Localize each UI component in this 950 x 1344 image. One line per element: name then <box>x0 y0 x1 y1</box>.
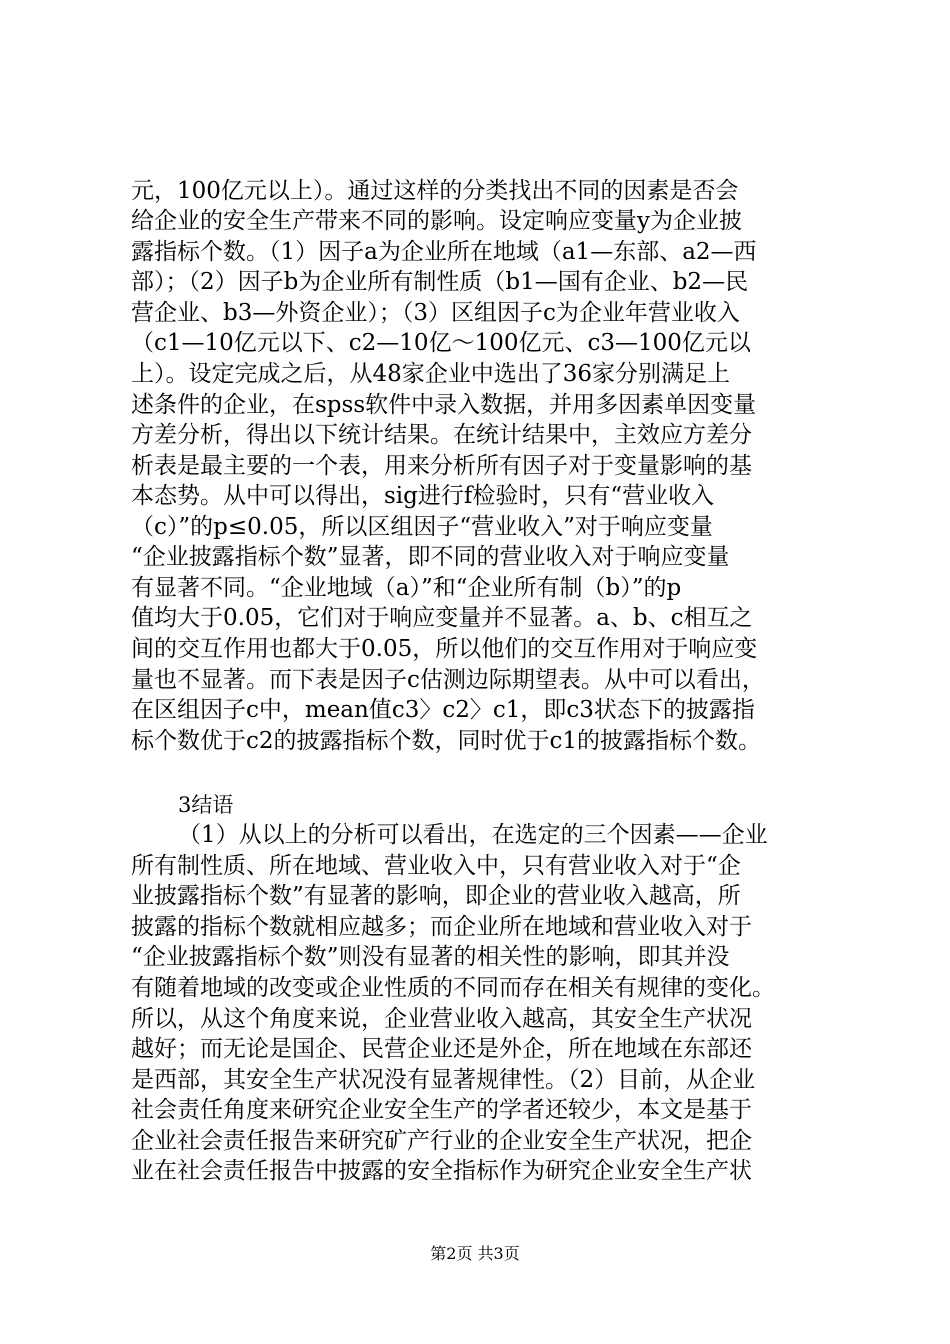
paragraph-line: 本态势。从中可以得出，sig进行f检验时，只有“营业收入 <box>131 483 715 509</box>
paragraph-line: 部）；（2）因子b为企业所有制性质（b1—国有企业、b2—民 <box>131 269 749 295</box>
page-footer: 第2页 共3页 <box>430 1244 520 1263</box>
paragraph-line: “企业披露指标个数”则没有显著的相关性的影响，即其并没 <box>131 944 730 970</box>
paragraph-line: 有随着地域的改变或企业性质的不同而存在相关有规律的变化。 <box>131 975 775 1001</box>
paragraph-line: 在区组因子c中，mean值c3〉c2〉c1，即c3状态下的披露指 <box>131 697 755 723</box>
paragraph-line: 所有制性质、所在地域、营业收入中，只有营业收入对于“企 <box>131 853 741 879</box>
paragraph-line: 业在社会责任报告中披露的安全指标作为研究企业安全生产状 <box>131 1158 752 1184</box>
paragraph-line: （c1—10亿元以下、c2—10亿～100亿元、c3—100亿元以 <box>131 330 751 356</box>
paragraph-line: 标个数优于c2的披露指标个数，同时优于c1的披露指标个数。 <box>131 728 762 754</box>
paragraph-line: （1）从以上的分析可以看出，在选定的三个因素——企业 <box>178 822 768 848</box>
paragraph-line: 社会责任角度来研究企业安全生产的学者还较少，本文是基于 <box>131 1097 752 1123</box>
paragraph-line: 越好；而无论是国企、民营企业还是外企，所在地域在东部还 <box>131 1036 752 1062</box>
paragraph-line: 上）。设定完成之后，从48家企业中选出了36家分别满足上 <box>131 361 731 387</box>
paragraph-line: 间的交互作用也都大于0.05，所以他们的交互作用对于响应变 <box>131 636 758 662</box>
paragraph-line: 方差分析，得出以下统计结果。在统计结果中，主效应方差分 <box>131 422 752 448</box>
section-heading: 3结语 <box>178 793 234 817</box>
paragraph-line: 是西部，其安全生产状况没有显著规律性。（2）目前，从企业 <box>131 1067 756 1093</box>
paragraph-line: 述条件的企业，在spss软件中录入数据，并用多因素单因变量 <box>131 392 757 418</box>
paragraph-line: 所以，从这个角度来说，企业营业收入越高，其安全生产状况 <box>131 1006 752 1032</box>
paragraph-line: 披露的指标个数就相应越多；而企业所在地域和营业收入对于 <box>131 914 752 940</box>
paragraph-line: （c）”的p≤0.05，所以区组因子“营业收入”对于响应变量 <box>131 514 713 540</box>
paragraph-line: 营企业、b3—外资企业）；（3）区组因子c为企业年营业收入 <box>131 300 740 326</box>
paragraph-line: 析表是最主要的一个表，用来分析所有因子对于变量影响的基 <box>131 453 752 479</box>
paragraph-line: “企业披露指标个数”显著，即不同的营业收入对于响应变量 <box>131 544 730 570</box>
paragraph-line: 有显著不同。“企业地域（a）”和“企业所有制（b）”的p <box>131 575 682 601</box>
paragraph-line: 元，100亿元以上）。通过这样的分类找出不同的因素是否会 <box>131 178 739 204</box>
paragraph-line: 量也不显著。而下表是因子c估测边际期望表。从中可以看出， <box>131 667 765 693</box>
paragraph-line: 企业社会责任报告来研究矿产行业的企业安全生产状况，把企 <box>131 1128 752 1154</box>
paragraph-line: 给企业的安全生产带来不同的影响。设定响应变量y为企业披 <box>131 208 742 234</box>
paragraph-line: 露指标个数。（1）因子a为企业所在地域（a1—东部、a2—西 <box>131 239 757 265</box>
paragraph-line: 业披露指标个数”有显著的影响，即企业的营业收入越高，所 <box>131 883 741 909</box>
paragraph-line: 值均大于0.05，它们对于响应变量并不显著。a、b、c相互之 <box>131 605 753 631</box>
